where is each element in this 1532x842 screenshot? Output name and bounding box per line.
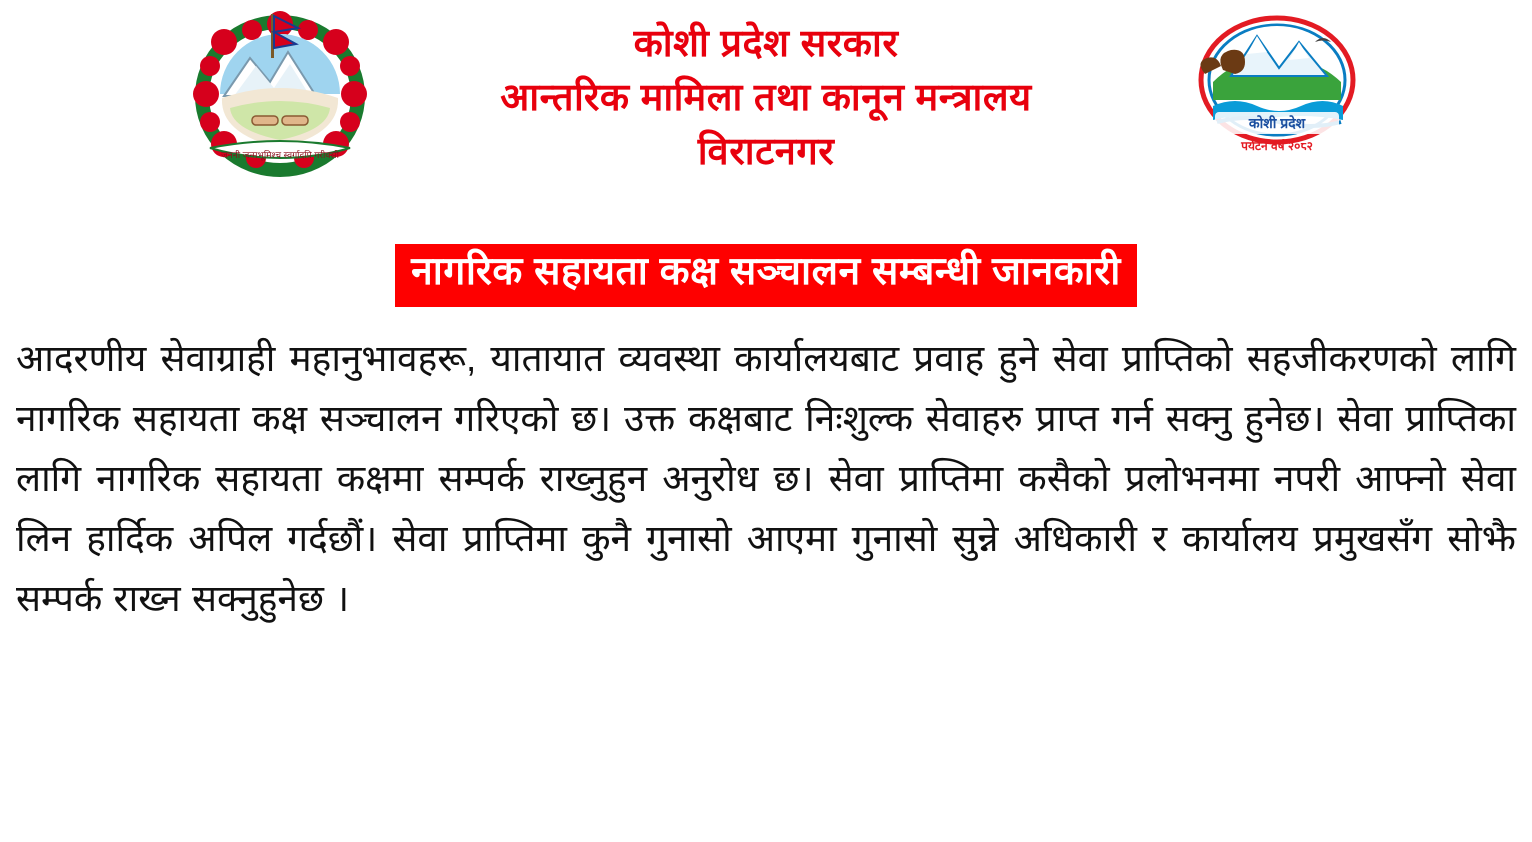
ministry-name: आन्तरिक मामिला तथा कानून मन्त्रालय xyxy=(500,76,1032,119)
notice-body-paragraph: आदरणीय सेवाग्राही महानुभावहरू, यातायात व्यवस्था कार्यालयबाट प्रवाह हुने सेवा प्राप्तिको सहजीकरणको लागि नागरिक सहायता कक्ष सञ्चालन गरिएको छ। उक्त कक्षबाट निःशुल्क सेवाहरु प्राप्त गर्न सक्नु हुनेछ। सेवा प्राप्तिका लागि नागरिक सहायता कक्षमा सम्पर्क राख्नुहुन अनुरोध छ। सेवा प्राप्तिमा कसैको प्रलोभनमा नपरी आफ्नो सेवा लिन हार्दिक अपिल गर्दछौं। सेवा प्राप्तिमा कुनै गुनासो आएमा गुनासो सुन्ने अधिकारी र कार्यालय प्रमुखसँग सोझै सम्पर्क राख्न सक्नुहुनेछ । xyxy=(16,337,1516,619)
tourism-logo-sub-text: पर्यटन वर्ष २०८२ xyxy=(1241,139,1313,153)
notice-title-wrapper xyxy=(0,244,1532,307)
nepal-national-emblem-icon xyxy=(190,8,370,178)
government-name: कोशी प्रदेश सरकार xyxy=(633,23,899,65)
notice-title: नागरिक सहायता कक्ष सञ्चालन सम्बन्धी जानकारी xyxy=(395,244,1137,307)
koshi-pradesh-tourism-year-logo-icon xyxy=(1187,8,1367,168)
header-text-block xyxy=(380,18,1152,180)
svg-text:जननी जन्मभूमिश्च स्वर्गादपि गर: जननी जन्मभूमिश्च स्वर्गादपि गरीयसी xyxy=(221,150,339,160)
city-name: विराटनगर xyxy=(697,130,835,173)
tourism-logo-main-text: कोशी प्रदेश xyxy=(1248,115,1306,131)
document-header xyxy=(0,0,1532,248)
